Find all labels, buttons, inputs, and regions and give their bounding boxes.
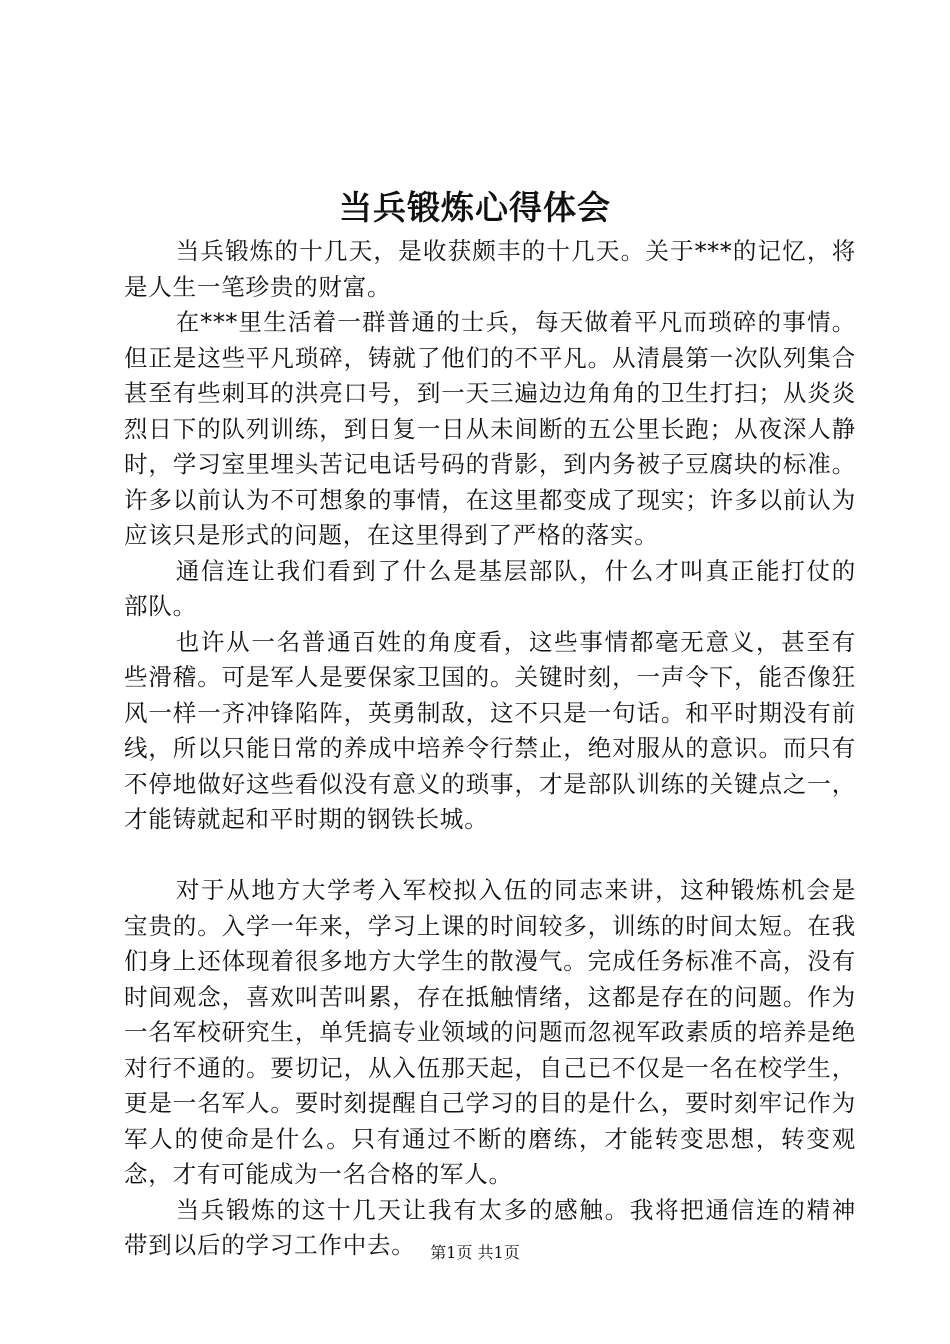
paragraph-4: 也许从一名普通百姓的角度看，这些事情都毫无意义，甚至有些滑稽。可是军人是要保家卫国的。关键时刻，一声令下，能否像狂风一样一齐冲锋陷阵，英勇制敌，这不只是一句话。和平时期没有前线，所以只能日常的养成中培养令行禁止，绝对服从的意识。而只有不停地做好这些看似没有意义的琐事，才是部队训练的关键点之一，才能铸就起和平时期的钢铁长城。 [124, 627, 856, 833]
paragraph-6: 当兵锻炼的这十几天让我有太多的感触。我将把通信连的精神带到以后的学习工作中去。 [124, 1195, 856, 1259]
document-body [124, 234, 856, 1264]
page-number-footer: 第1页 共1页 [430, 1243, 520, 1262]
paragraph-1: 当兵锻炼的十几天，是收获颇丰的十几天。关于***的记忆，将是人生一笔珍贵的财富。 [124, 237, 856, 301]
paragraph-2: 在***里生活着一群普通的士兵，每天做着平凡而琐碎的事情。但正是这些平凡琐碎，铸就了他们的不平凡。从清晨第一次队列集合甚至有些刺耳的洪亮口号，到一天三遍边边角角的卫生打扫；从炎炎烈日下的队列训练，到日复一日从未间断的五公里长跑；从夜深人静时，学习室里埋头苦记电话号码的背影，到内务被子豆腐块的标准。许多以前认为不可想象的事情，在这里都变成了现实；许多以前认为应该只是形式的问题，在这里得到了严格的落实。 [124, 308, 856, 549]
paragraph-3: 通信连让我们看到了什么是基层部队，什么才叫真正能打仗的部队。 [124, 556, 856, 620]
document-title: 当兵锻炼心得体会 [339, 188, 611, 227]
paragraph-5: 对于从地方大学考入军校拟入伍的同志来讲，这种锻炼机会是宝贵的。入学一年来，学习上课的时间较多，训练的时间太短。在我们身上还体现着很多地方大学生的散漫气。完成任务标准不高，没有时间观念，喜欢叫苦叫累，存在抵触情绪，这都是存在的问题。作为一名军校研究生，单凭搞专业领域的问题而忽视军政素质的培养是绝对行不通的。要切记，从入伍那天起，自己已不仅是一名在校学生，更是一名军人。要时刻提醒自己学习的目的是什么，要时刻牢记作为军人的使命是什么。只有通过不断的磨练，才能转变思想，转变观念，才有可能成为一名合格的军人。 [124, 876, 856, 1188]
